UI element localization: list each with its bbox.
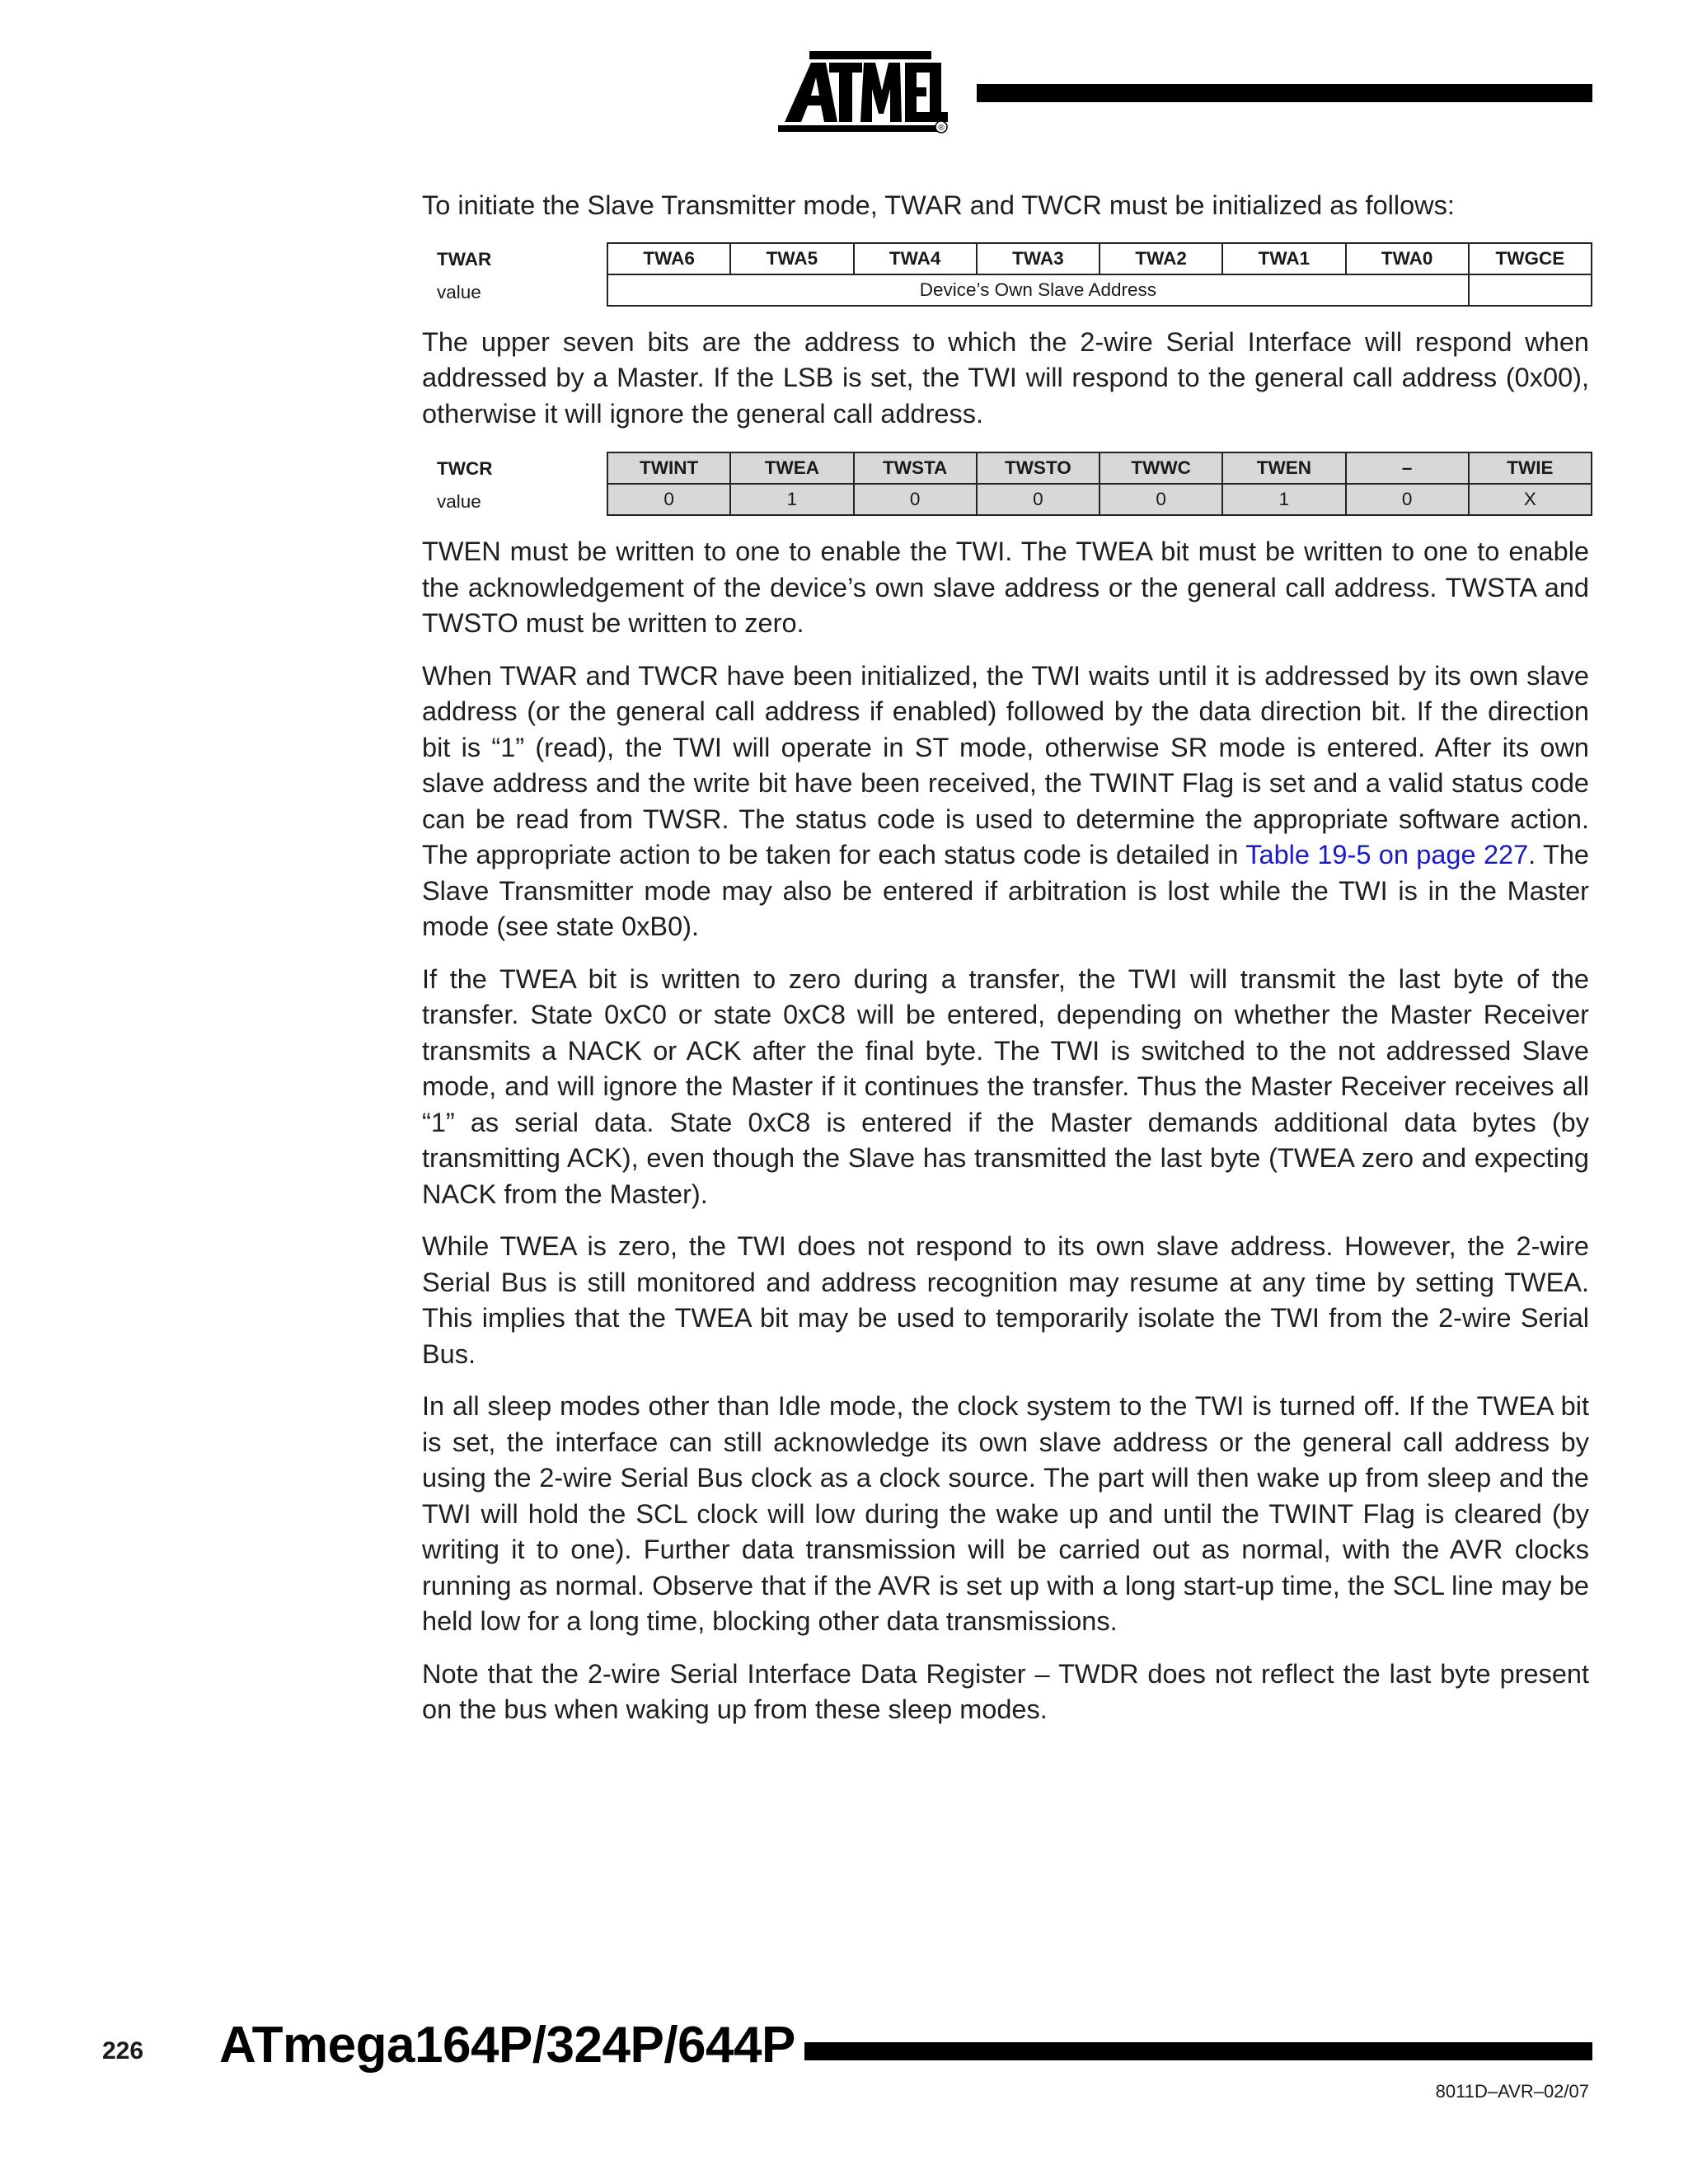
slave-address-value: Device’s Own Slave Address [607, 274, 1469, 306]
bit-twa3: TWA3 [977, 243, 1100, 274]
bit-twie: TWIE [1469, 452, 1592, 484]
bit-twgce: TWGCE [1469, 243, 1592, 274]
bit-twint: TWINT [607, 452, 730, 484]
reserved-value: 0 [1346, 484, 1469, 515]
bit-twa2: TWA2 [1100, 243, 1222, 274]
twgce-value [1469, 274, 1592, 306]
header-rule [977, 84, 1592, 102]
register-name: TWCR [437, 458, 493, 479]
bit-twa4: TWA4 [854, 243, 977, 274]
bit-reserved: – [1346, 452, 1469, 484]
initialized-paragraph [422, 658, 1589, 945]
twie-value: X [1469, 484, 1592, 515]
twdr-note-paragraph: Note that the 2-wire Serial Interface Data Register – TWDR does not reflect the last byte present on the bus when waking up from these sleep modes. [422, 1658, 1589, 1724]
register-name: TWAR [437, 248, 492, 269]
twea-value: 1 [730, 484, 853, 515]
bit-twea: TWEA [730, 452, 853, 484]
main-content [422, 188, 1589, 1745]
table-19-5-link[interactable]: Table 19-5 on page 227 [1245, 840, 1529, 869]
twcr-register-table [422, 448, 1589, 518]
bit-twa1: TWA1 [1222, 243, 1345, 274]
twen-value: 1 [1222, 484, 1345, 515]
twar-register-table [422, 239, 1589, 308]
bit-twa5: TWA5 [730, 243, 853, 274]
footer-rule [804, 2042, 1592, 2060]
twwc-value: 0 [1100, 484, 1222, 515]
document-title: ATmega164P/324P/644P [219, 2017, 795, 2074]
bit-twsta: TWSTA [854, 452, 977, 484]
bit-twen: TWEN [1222, 452, 1345, 484]
twea-zero-monitor-paragraph: While TWEA is zero, the TWI does not respond to its own slave address. However, the 2-wire Serial Bus is still monitored and address recognition may resume at any time by setting TWEA. This implies that the TWEA bit may be used to temporarily isolate the TWI from the 2-wire Serial Bus. [422, 1231, 1589, 1369]
intro-paragraph: To initiate the Slave Transmitter mode, TWAR and TWCR must be initialized as follows: [422, 190, 1455, 220]
twea-zero-paragraph: If the TWEA bit is written to zero during a transfer, the TWI will transmit the last byte of the transfer. State 0xC0 or state 0xC8 will be entered, depending on whether the Master Receiver transmits a NACK or ACK after the final byte. The TWI is switched to the not addressed Slave mode, and will ignore the Master if it continues the transfer. Thus the Master Receiver receives all “1” as serial data. State 0xC8 is entered if the Master demands additional data bytes (by transmitting ACK), even though the Slave has transmitted the last byte (TWEA zero and expecting NACK from the Master). [422, 963, 1589, 1209]
twsto-value: 0 [977, 484, 1100, 515]
twen-paragraph: TWEN must be written to one to enable the TWI. The TWEA bit must be written to one to enable the acknowledgement of the device’s own slave address or the general call address. TWSTA and TWSTO must be written to zero. [422, 537, 1589, 638]
svg-text:®: ® [938, 124, 945, 133]
value-label: value [437, 491, 481, 512]
initialized-text: When TWAR and TWCR have been initialized, the TWI waits until it is addressed by its own slave address (or the general call address if enabled) followed by the data direction bit. If the direction bit is “1” (read), the TWI will operate in ST mode, otherwise SR mode is entered. After its own slave address and the write bit have been received, the TWINT Flag is set and a valid status code can be read from TWSR. The status code is used to determine the appropriate software action. The appropriate action to be taken for each status code is detailed in [422, 660, 1589, 869]
sleep-modes-paragraph: In all sleep modes other than Idle mode, the clock system to the TWI is turned off. If the TWEA bit is set, the interface can still acknowledge its own slave address or the general call address by using the 2-wire Serial Bus clock as a clock source. The part will then wake up from sleep and the TWI will hold the SCL clock will low during the wake up and until the TWINT Flag is cleared (by writing it to one). Further data transmission will be carried out as normal, with the AVR clocks running as normal. Observe that if the AVR is set up with a long start-up time, the SCL line may be held low for a long time, blocking other data transmissions. [422, 1391, 1589, 1636]
atmel-logo [778, 51, 948, 137]
value-label: value [437, 281, 481, 302]
bit-twwc: TWWC [1100, 452, 1222, 484]
initialized-text-end: . The Slave Transmitter mode may also be entered if arbitration is lost while the TWI is in the Master mode (see state 0xB0). [422, 840, 1589, 941]
twint-value: 0 [607, 484, 730, 515]
upper-bits-paragraph: The upper seven bits are the address to which the 2-wire Serial Interface will respond when addressed by a Master. If the LSB is set, the TWI will respond to the general call address (0x00), otherwise it will ignore the general call address. [422, 326, 1589, 429]
bit-twa0: TWA0 [1346, 243, 1469, 274]
twsta-value: 0 [854, 484, 977, 515]
page-number: 226 [102, 2037, 144, 2064]
bit-twsto: TWSTO [977, 452, 1100, 484]
document-code: 8011D–AVR–02/07 [1435, 2081, 1589, 2102]
bit-twa6: TWA6 [607, 243, 730, 274]
